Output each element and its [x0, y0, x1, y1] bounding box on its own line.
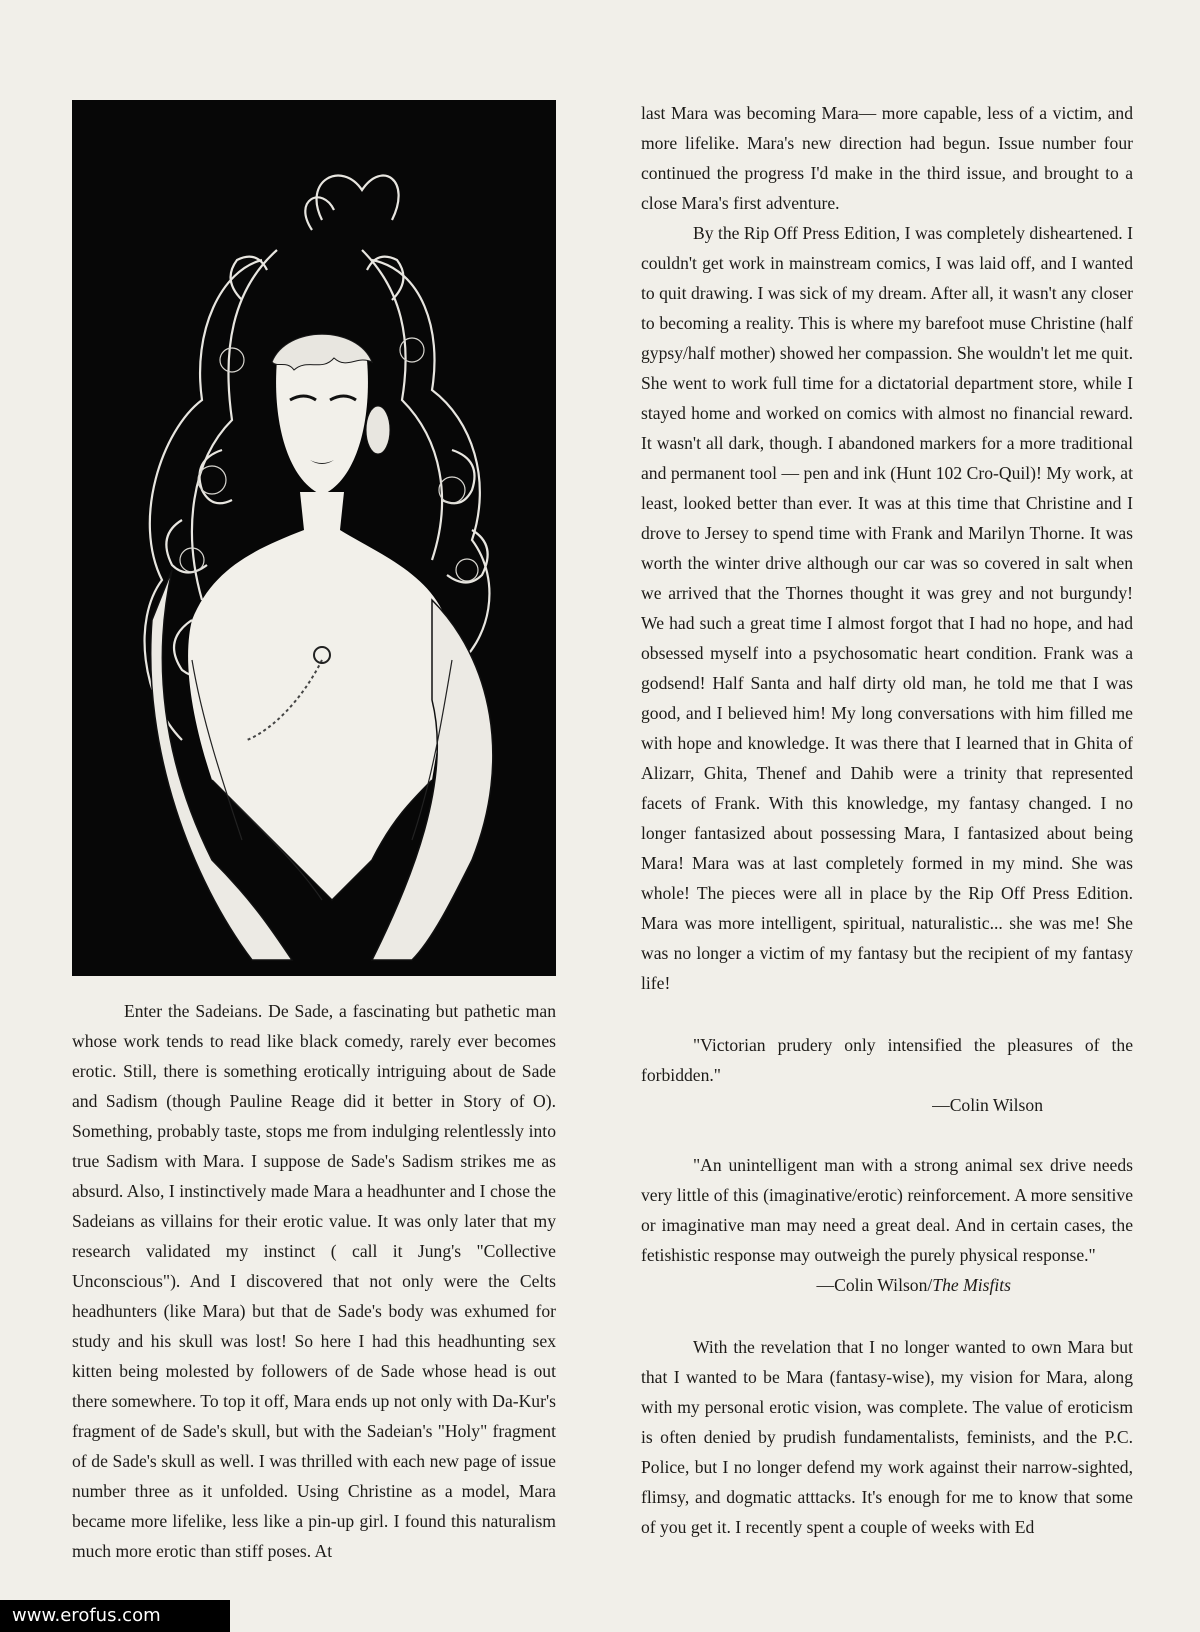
quote-attribution-2 — [641, 1270, 1133, 1300]
right-text-column — [641, 98, 1133, 1542]
quote-attribution-work: The Misfits — [932, 1275, 1011, 1295]
quote-unintelligent-man: "An unintelligent man with a strong animal sex drive needs very little of this (imaginative/erotic) reinforcement. A more sensitive or imaginative man may need a great deal. And in certain cases, the fetishistic response may outweigh the purely physical response." — [641, 1155, 1133, 1265]
continued-paragraph: last Mara was becoming Mara— more capable, less of a victim, and more lifelike. Mara's new direction had begun. Issue number four continued the progress I'd make in the third issue, and brought to a close Mara's first adventure. — [641, 103, 1133, 213]
revelation-paragraph: With the revelation that I no longer wanted to own Mara but that I wanted to be Mara (fantasy-wise), my vision for Mara, along with my personal erotic vision, was complete. The value of eroticism is often denied by prudish fundamentalists, feminists, and the P.C. Police, but I no longer defend my work against their narrow-sighted, flimsy, and dogmatic atttacks. It's enough for me to know that some of you get it. I recently spent a couple of weeks with Ed — [641, 1337, 1133, 1537]
left-text-column — [72, 996, 556, 1566]
quote-victorian-prudery: "Victorian prudery only intensified the pleasures of the forbidden." — [641, 1035, 1133, 1085]
figure-drawing — [72, 100, 556, 976]
quote-attribution-author: —Colin Wilson/ — [816, 1275, 933, 1295]
rip-off-press-paragraph: By the Rip Off Press Edition, I was completely disheartened. I couldn't get work in mainstream comics, I was laid off, and I wanted to quit drawing. I was sick of my dream. After all, it wasn't any closer to becoming a reality. This is where my barefoot muse Christine (half gypsy/half mother) showed her compassion. She wouldn't let me quit. She went to work full time for a dictatorial department store, while I stayed home and worked on comics with almost no financial reward. It wasn't all dark, though. I abandoned markers for a more traditional and permanent tool — pen and ink (Hunt 102 Cro-Quil)! My work, at least, looked better than ever. It was at this time that Christine and I drove to Jersey to spend time with Frank and Marilyn Thorne. It was worth the winter drive although our car was so covered in salt when we arrived that the Thornes thought it was grey and not burgundy! We had such a great time I almost forgot that I had no hope, and had obsessed myself into a psychosomatic heart condition. Frank was a godsend! Half Santa and half dirty old man, he told me that I was good, and I believed him! My long conversations with him filled me with hope and knowledge. It was there that I learned that in Ghita of Alizarr, Ghita, Thenef and Dahib were a trinity that represented facets of Frank. With this knowledge, my fantasy changed. I no longer fantasized about possessing Mara, I fantasized about being Mara! Mara was at last completely formed in my mind. She was whole! The pieces were all in place by the Rip Off Press Edition. Mara was more intelligent, spiritual, naturalistic... she was me! She was no longer a victim of my fantasy but the recipient of my fantasy life! — [641, 223, 1133, 993]
site-watermark: www.erofus.com — [0, 1600, 230, 1632]
ink-illustration — [72, 100, 556, 976]
quote-attribution-1: —Colin Wilson — [932, 1095, 1043, 1115]
left-paragraph: Enter the Sadeians. De Sade, a fascinating but pathetic man whose work tends to read like black comedy, rarely ever becomes erotic. Still, there is something erotically intriguing about de Sade and Sadism (though Pauline Reage did it better in Story of O). Something, probably taste, stops me from indulging relentlessly into true Sadism with Mara. I suppose de Sade's Sadism strikes me as absurd. Also, I instinctively made Mara a headhunter and I chose the Sadeians as villains for their erotic value. It was only later that my research validated my instinct ( call it Jung's "Collective Unconscious"). And I discovered that not only were the Celts headhunters (like Mara) but that de Sade's body was exhumed for study and his skull was lost! So here I had this headhunting sex kitten being molested by followers of de Sade whose head is out there somewhere. To top it off, Mara ends up not only with Da-Kur's fragment of de Sade's skull, but with the Sadeian's "Holy" fragment of de Sade's skull as well. I was thrilled with each new page of issue number three as it unfolded. Using Christine as a model, Mara became more lifelike, less like a pin-up girl. I found this naturalism much more erotic than stiff poses. At — [72, 1001, 556, 1561]
